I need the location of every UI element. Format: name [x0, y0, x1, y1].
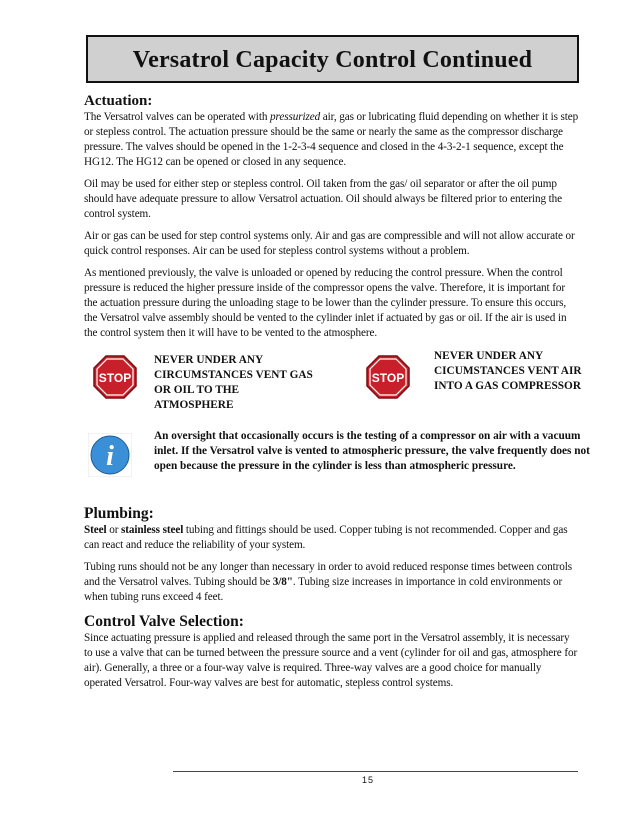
plumbing-paragraph-2: Tubing runs should not be any longer than necessary in order to avoid reduced response times between controls and the Versatrol valves. Tubing should be 3/8". Tubing size increases in importance in cold environments or when tubing runs exceed 4 feet.: [84, 561, 572, 603]
page-number: 15: [362, 775, 375, 785]
stop-sign-icon: [366, 355, 410, 399]
main-content: [84, 92, 590, 691]
warning-left-text: NEVER UNDER ANY CIRCUMSTANCES VENT GAS OR OIL TO THE ATMOSPHERE: [154, 354, 313, 411]
info-note: [84, 429, 590, 501]
svg-text:STOP: STOP: [98, 371, 132, 385]
actuation-paragraph-3: Air or gas can be used for step control systems only. Air and gas are compressible and will not allow accurate or quick control responses. Air can be used for stepless control systems without a problem.: [84, 230, 575, 257]
control-valve-paragraph: Since actuating pressure is applied and released through the same port in the Versatrol assembly, it is necessary to use a valve that can be turned between the pressure source and a vent (cylinder for oil and gas, atmosphere for air). Generally, a three or a four-way valve is required. Three-way valves are a good choice for manually operated Versatrol. Four-way valves are best for automatic, stepless control systems.: [84, 632, 578, 689]
actuation-heading: Actuation:: [84, 93, 153, 109]
svg-text:STOP: STOP: [371, 371, 405, 385]
stop-sign-icon: [93, 355, 137, 399]
svg-text:i: i: [106, 441, 114, 472]
control-valve-heading: Control Valve Selection:: [84, 613, 244, 630]
plumbing-heading: Plumbing:: [84, 505, 154, 522]
actuation-paragraph-1: The Versatrol valves can be operated with pressurized air, gas or lubricating fluid depending on whether it is step or stepless control. The actuation pressure should be the same or nearly the same as the compressor discharge pressure. The valves should be opened in the 1-2-3-4 sequence and closed in the 4-3-2-1 sequence, except the HG12. The HG12 can be opened or closed in any sequence.: [84, 111, 579, 168]
page-title: Versatrol Capacity Control Continued: [132, 47, 533, 73]
plumbing-paragraph-1: Steel or stainless steel tubing and fittings should be used. Copper tubing is not recommended. Copper and gas can react and reduce the reliability of your system.: [84, 524, 568, 551]
info-icon: [88, 433, 132, 477]
actuation-paragraph-4: As mentioned previously, the valve is unloaded or opened by reducing the control pressure. When the control pressure is reduced the higher pressure inside of the compressor opens the valve. Therefore, it is important for the actuation pressure during the unloading stage to be lower than the cylinder pressure. To ensure this occurs, the Versatrol valve assembly should be vented to the cylinder inlet if actuated by gas or oil. If the air is used in the control system then it will have to be vented to the atmosphere.: [84, 267, 567, 339]
warning-row: [84, 347, 580, 425]
warning-right-text: NEVER UNDER ANY CICUMSTANCES VENT AIR INTO A GAS COMPRESSOR: [434, 350, 582, 392]
actuation-paragraph-2: Oil may be used for either step or stepless control. Oil taken from the gas/ oil separator or after the oil pump should have adequate pressure to allow Versatrol actuation. Oil should always be filtered prior to entering the control system.: [84, 178, 563, 220]
footer-divider: [173, 771, 578, 772]
info-note-text: An oversight that occasionally occurs is the testing of a compressor on air with a vacuum inlet. If the Versatrol valve is vented to atmospheric pressure, the valve frequently does not open because the pressure in the cylinder is less than atmospheric pressure.: [154, 430, 590, 472]
page-title-box: [86, 35, 579, 83]
